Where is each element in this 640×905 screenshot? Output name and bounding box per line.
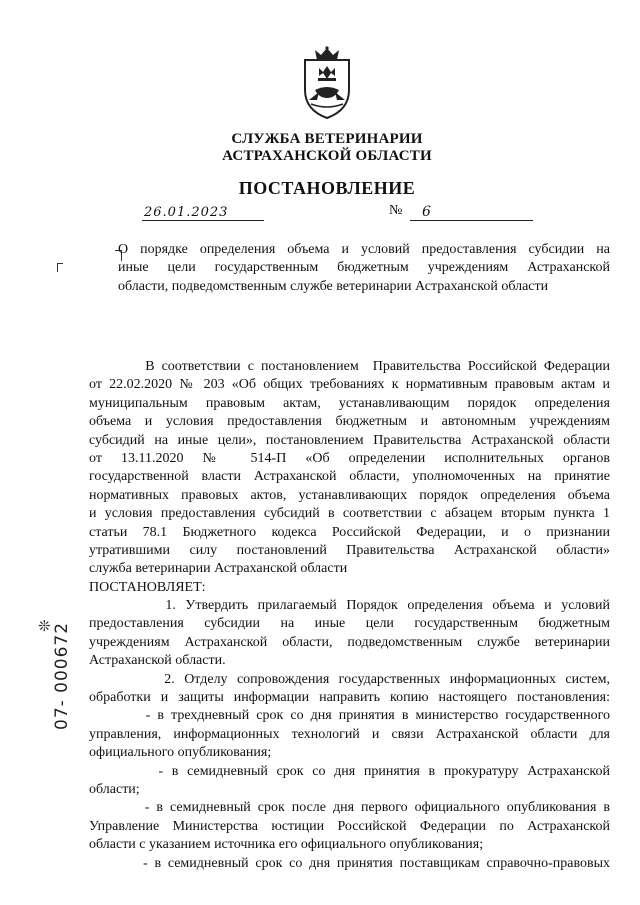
body-line: - в трехдневный срок со дня принятия в министерство государственного [89, 708, 610, 724]
body-line: области с указанием источника его официального опубликования; [89, 837, 484, 853]
date-field [142, 203, 264, 221]
body-line: служба ветеринарии Астраханской области [89, 561, 348, 577]
body-line: 1. Утвердить прилагаемый Порядок определения объема и условий [89, 598, 610, 614]
subject-line: области, подведомственным службе ветеринарии Астраханской области [118, 278, 549, 294]
body-line: государственной власти Астраханской области, уполномоченных на принятие [89, 469, 610, 485]
registration-stamp: 07- 000672 [52, 621, 72, 730]
body-line: - в семидневный срок после дня первого официального опубликования в [89, 800, 610, 816]
document-date: 26.01.2023 [144, 205, 229, 220]
body-line: предоставления субсидии на иные цели государственным бюджетным [89, 616, 610, 632]
body-line: ПОСТАНОВЛЯЕТ: [89, 579, 206, 595]
body-line: области; [89, 781, 140, 797]
body-line: объема и условия предоставления бюджетным и автономным учреждениям [89, 414, 610, 430]
body-line: официального опубликования; [89, 745, 272, 761]
document-subject [118, 241, 610, 296]
number-field [410, 203, 533, 221]
coat-of-arms-icon [301, 46, 353, 120]
org-name-line2: АСТРАХАНСКОЙ ОБЛАСТИ [222, 148, 432, 164]
body-line: и условия предоставления субсидий в соответствии с абзацем вторым пункта 1 [89, 506, 610, 522]
subject-line: О порядке определения объема и условий предоставления субсидии на [118, 242, 610, 257]
body-line: Управление Министерства юстиции Российской Федерации по Астраханской [89, 818, 610, 834]
document-type-title: ПОСТАНОВЛЕНИЕ [238, 178, 416, 198]
corner-bracket-left [57, 263, 63, 272]
org-name-line1: СЛУЖБА ВЕТЕРИНАРИИ [231, 131, 423, 147]
body-line: 2. Отделу сопровождения государственных информационных систем, [89, 671, 610, 687]
number-label: № [389, 203, 403, 218]
body-line: от 22.02.2020 № 203 «Об общих требованиях к нормативным правовым актам и [89, 377, 610, 393]
body-line: муниципальным правовым актам, устанавливающим порядок определения [89, 395, 610, 411]
body-line: нормативных правовых актов, устанавливающих порядок определения объема [89, 487, 610, 503]
body-line: В соответствии с постановлением Правительства Российской Федерации [89, 359, 610, 374]
body-line: учреждениям Астраханской области, подведомственным службе ветеринарии [89, 634, 610, 650]
subject-line: иные цели государственным бюджетным учреждениям Астраханской [118, 260, 610, 276]
body-line: Астраханской области. [89, 653, 226, 669]
body-line: от 13.11.2020 № 514-П «Об определении исполнительных органов [89, 450, 610, 466]
body-line: утратившими силу постановлений Правительства Астраханской области» [89, 542, 610, 558]
body-line: - в семидневный срок со дня принятия поставщикам справочно-правовых [89, 855, 610, 871]
body-line: статьи 78.1 Бюджетного кодекса Российской Федерации, и о признании [89, 524, 610, 540]
body-line: - в семидневный срок со дня принятия в прокуратуру Астраханской [89, 763, 610, 779]
body-line: субсидий на иные цели», постановлением Правительства Астраханской области [89, 432, 610, 448]
body-line: управления, информационных технологий и связи Астраханской области для [89, 726, 610, 742]
side-mark: ❊ [38, 617, 51, 635]
body-line: обработки и защиты информации направить копию настоящего постановления: [89, 690, 610, 706]
document-number: 6 [422, 204, 431, 220]
document-body [89, 359, 610, 874]
